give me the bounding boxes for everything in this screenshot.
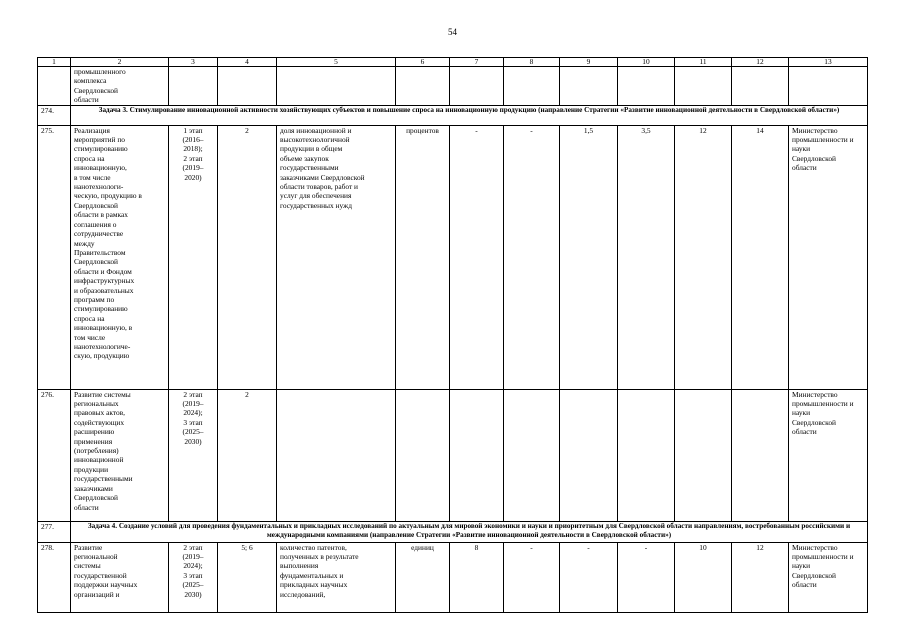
table-cell <box>218 67 277 106</box>
table-cell <box>504 67 560 106</box>
table-cell <box>618 389 675 521</box>
table-cell: 1,5 <box>560 125 618 389</box>
row-number: 274. <box>38 105 71 125</box>
table-cell <box>675 67 732 106</box>
table-cell: - <box>504 125 560 389</box>
table-cell: 12 <box>732 542 789 612</box>
table-cell: 2 <box>218 389 277 521</box>
table-cell <box>560 67 618 106</box>
column-number-header: 11 <box>675 58 732 67</box>
column-number-header: 13 <box>789 58 868 67</box>
table-cell: - <box>618 542 675 612</box>
table-cell <box>504 389 560 521</box>
table-row <box>38 67 868 106</box>
row-number: 275. <box>38 125 71 389</box>
row-number: 278. <box>38 542 71 612</box>
column-number-header: 10 <box>618 58 675 67</box>
table-cell: промышленного комплекса Свердловской области <box>71 67 169 106</box>
table-cell: 10 <box>675 542 732 612</box>
column-number-header: 6 <box>396 58 450 67</box>
table-cell <box>732 389 789 521</box>
row-number <box>38 67 71 106</box>
task-heading: Задача 3. Стимулирование инновационной активности хозяйствующих субъектов и повышение спроса на инновационную продукцию (направление Стратегии «Развитие инновационной деятельности в Свердловской области») <box>71 105 868 125</box>
table-cell: 8 <box>450 542 504 612</box>
table-cell: Министерство промышленности и науки Свердловской области <box>789 125 868 389</box>
table-cell <box>450 67 504 106</box>
table-cell <box>560 389 618 521</box>
table-cell <box>732 67 789 106</box>
table-cell: Министерство промышленности и науки Свердловской области <box>789 542 868 612</box>
column-number-header: 2 <box>71 58 169 67</box>
column-number-header: 12 <box>732 58 789 67</box>
table-cell: количество патентов, полученных в результате выполнения фундаментальных и прикладных научных исследований, <box>277 542 396 612</box>
table-cell: 14 <box>732 125 789 389</box>
row-number: 277. <box>38 521 71 542</box>
table-cell: доля инновационной и высокотехнологичной продукции в общем объеме закупок государственными заказчиками Свердловской области товаров, работ и услуг для обеспечения государственных нужд <box>277 125 396 389</box>
table-cell <box>789 67 868 106</box>
task-heading: Задача 4. Создание условий для проведения фундаментальных и прикладных исследований по актуальным для мировой экономики и науки и приоритетным для Свердловской области направлениям, востребованным российскими и международными компаниями (направление Стратегии «Развитие инновационной деятельности в Свердловской области») <box>71 521 868 542</box>
table-cell: Реализация мероприятий по стимулированию спроса на инновационную, в том числе нанотехнологи- ческую, продукцию в Свердловской области в рамках соглашения о сотрудничестве между Правительством Свердловской области и Фондом инфраструктурных и образовательных программ по стимулированию спроса на инновационную, в том числе нанотехнологиче- скую, продукцию <box>71 125 169 389</box>
table-cell <box>277 67 396 106</box>
row-number: 276. <box>38 389 71 521</box>
task-row <box>38 521 868 542</box>
column-number-header: 8 <box>504 58 560 67</box>
column-number-header: 3 <box>169 58 218 67</box>
table-cell: - <box>450 125 504 389</box>
column-number-header: 7 <box>450 58 504 67</box>
page-number: 54 <box>448 27 457 37</box>
table-cell: Развитие системы региональных правовых актов, содействующих расширению применения (потребления) инновационной продукции государственными заказчиками Свердловской области <box>71 389 169 521</box>
column-number-header: 9 <box>560 58 618 67</box>
table-cell: Министерство промышленности и науки Свердловской области <box>789 389 868 521</box>
table-cell: процентов <box>396 125 450 389</box>
table-cell: 2 этап (2019– 2024); 3 этап (2025– 2030) <box>169 389 218 521</box>
column-number-header: 5 <box>277 58 396 67</box>
task-row <box>38 105 868 125</box>
table-cell: 2 <box>218 125 277 389</box>
table-cell: Развитие региональной системы государственной поддержки научных организаций и <box>71 542 169 612</box>
table-cell <box>618 67 675 106</box>
table-cell <box>675 389 732 521</box>
table-row <box>38 389 868 521</box>
column-number-header: 4 <box>218 58 277 67</box>
table-cell: 3,5 <box>618 125 675 389</box>
table-cell: 2 этап (2019– 2024); 3 этап (2025– 2030) <box>169 542 218 612</box>
table-cell: 1 этап (2016– 2018); 2 этап (2019– 2020) <box>169 125 218 389</box>
table-cell <box>396 67 450 106</box>
table-cell <box>277 389 396 521</box>
table-cell: - <box>560 542 618 612</box>
table-cell: - <box>504 542 560 612</box>
table-cell <box>396 389 450 521</box>
table-cell: единиц <box>396 542 450 612</box>
column-number-row <box>38 58 868 67</box>
column-number-header: 1 <box>38 58 71 67</box>
table-cell <box>450 389 504 521</box>
table-cell <box>169 67 218 106</box>
table-cell: 12 <box>675 125 732 389</box>
table-row <box>38 542 868 612</box>
table-cell: 5; 6 <box>218 542 277 612</box>
measures-table <box>37 57 868 613</box>
table-row <box>38 125 868 389</box>
